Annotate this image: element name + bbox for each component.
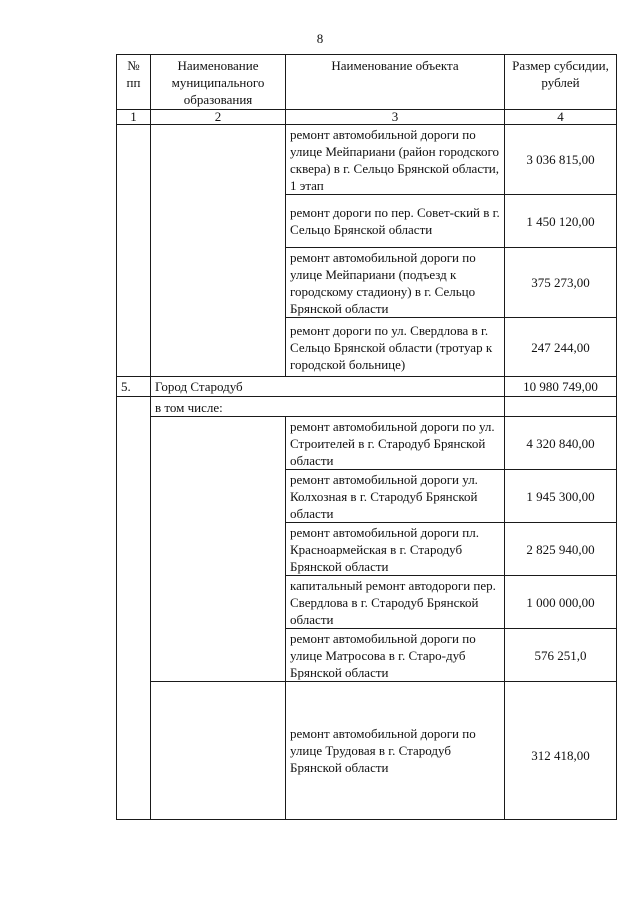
object-cell: ремонт автомобильной дороги по ул. Строителей в г. Стародуб Брянской области (286, 417, 505, 470)
col-number-2: 2 (151, 110, 286, 125)
town-name: Город Стародуб (151, 377, 505, 397)
amount-cell: 2 825 940,00 (505, 523, 617, 576)
object-cell: капитальный ремонт автодороги пер. Свердлова в г. Стародуб Брянской области (286, 576, 505, 629)
object-cell: ремонт автомобильной дороги по улице Мейпариани (подъезд к городскому стадиону) в г. Сельцо Брянской области (286, 248, 505, 318)
table-header-row (117, 55, 617, 110)
column-number-row (117, 110, 617, 125)
header-amount: Размер субсидии, рублей (505, 55, 617, 110)
object-cell: ремонт автомобильной дороги по улице Трудовая в г. Стародуб Брянской области (286, 682, 505, 820)
municipality-cell-continued (151, 125, 286, 377)
municipality-cell-town (151, 417, 286, 682)
object-cell: ремонт автомобильной дороги ул. Колхозная в г. Стародуб Брянской области (286, 470, 505, 523)
amount-cell: 247 244,00 (505, 318, 617, 377)
amount-cell: 312 418,00 (505, 682, 617, 820)
municipality-cell-last (151, 682, 286, 820)
col-number-4: 4 (505, 110, 617, 125)
header-object: Наименование объекта (286, 55, 505, 110)
table-row (117, 125, 617, 195)
num-cell-continued (117, 125, 151, 377)
col-number-3: 3 (286, 110, 505, 125)
town-subheading-row (117, 397, 617, 417)
subsidy-table (116, 54, 617, 820)
object-cell: ремонт дороги по пер. Совет-ский в г. Сельцо Брянской области (286, 195, 505, 248)
amount-cell: 375 273,00 (505, 248, 617, 318)
amount-cell: 3 036 815,00 (505, 125, 617, 195)
amount-cell: 576 251,0 (505, 629, 617, 682)
object-cell: ремонт дороги по ул. Свердлова в г. Сельцо Брянской области (тротуар к городской больнице) (286, 318, 505, 377)
table-row (117, 682, 617, 820)
town-subheading: в том числе: (151, 397, 505, 417)
town-number: 5. (117, 377, 151, 397)
town-subheading-amount-cell (505, 397, 617, 417)
header-municipality: Наименование муниципального образования (151, 55, 286, 110)
object-cell: ремонт автомобильной дороги пл. Красноармейская в г. Стародуб Брянской области (286, 523, 505, 576)
col-number-1: 1 (117, 110, 151, 125)
header-num: № пп (117, 55, 151, 110)
object-cell: ремонт автомобильной дороги по улице Матросова в г. Старо-дуб Брянской области (286, 629, 505, 682)
page-number: 8 (316, 31, 324, 46)
table-row (117, 417, 617, 470)
town-num-spacer (117, 397, 151, 820)
amount-cell: 1 450 120,00 (505, 195, 617, 248)
amount-cell: 1 000 000,00 (505, 576, 617, 629)
amount-cell: 4 320 840,00 (505, 417, 617, 470)
town-total: 10 980 749,00 (505, 377, 617, 397)
object-cell: ремонт автомобильной дороги по улице Мейпариани (район городского сквера) в г. Сельцо Брянской области, 1 этап (286, 125, 505, 195)
town-row (117, 377, 617, 397)
amount-cell: 1 945 300,00 (505, 470, 617, 523)
